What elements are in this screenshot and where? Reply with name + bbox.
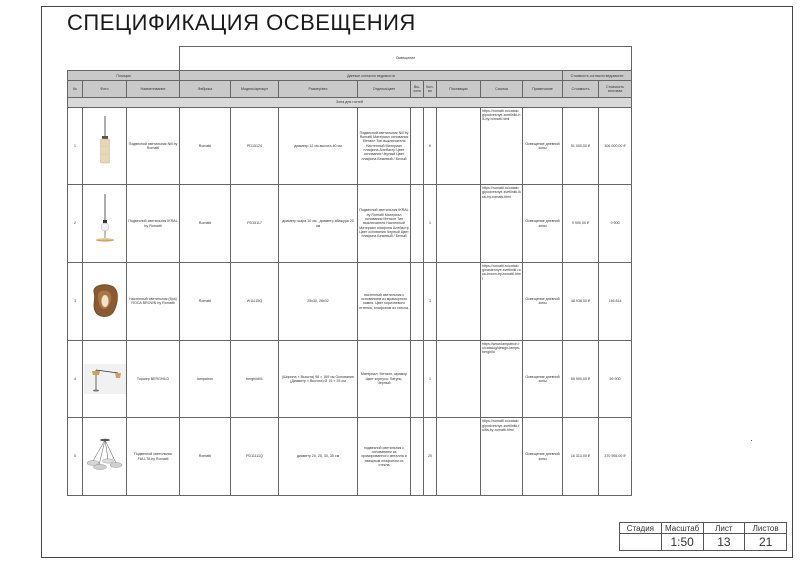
supplier: [437, 418, 481, 496]
stamp-label-sheet: Лист: [703, 523, 745, 534]
title-block: [619, 522, 787, 551]
stray-mark: [751, 440, 752, 441]
height: [411, 340, 424, 418]
supplier: [437, 107, 481, 185]
product-link[interactable]: https://www.lampatron.ru/catalog/design-lamps-berghild: [481, 340, 523, 418]
note: Освещение дневной зоны: [523, 262, 563, 340]
column-header: Ссылка: [481, 81, 523, 98]
note: Освещение дневной зоны: [523, 418, 563, 496]
stamp-label-sheets: Листов: [745, 523, 787, 534]
product-name: Подвесной светильник Nill by Romatti: [127, 107, 180, 185]
total: 146 814: [599, 262, 632, 340]
finish: Материал: Металл, мрамор Цвет корпуса: Латунь, Черный: [358, 340, 411, 418]
height: [411, 107, 424, 185]
finish: настенный светильник с основанием из мраморного камня. Цвет коричневого оттенка, плафоном из стекла.: [358, 262, 411, 340]
supplier: [437, 340, 481, 418]
quantity: 20: [424, 418, 437, 496]
product-name: Настенный светильник (бра) ROCA BROWN by Romatti: [127, 262, 180, 340]
total: 9 900: [599, 185, 632, 263]
product-photo: [83, 185, 127, 263]
product-link[interactable]: https://romatti.ru/catalog/podvesnye-svetilniki-ikral-by-romatti.html: [481, 185, 523, 263]
size: (Ширина × Высота) 98 × 169 см Основание (Диаметр × Высота) Ø 15 × 25 см: [279, 340, 358, 418]
model: PD15124: [231, 107, 279, 185]
header-group-agreed: Данные согласно ведомости: [180, 71, 563, 81]
product-photo: [83, 418, 127, 496]
product-link[interactable]: https://romatti.ru/catalog/nastennye-svetilniki-roca-brown-by-romatti.html: [481, 262, 523, 340]
product-photo: [83, 262, 127, 340]
factory: Romatti: [180, 418, 231, 496]
price: 59 900,00 ₽: [563, 340, 599, 418]
column-header: Фабрика: [180, 81, 231, 98]
finish: подвесной светильник с основанием из хромированного металла и изящным плафоном из стекла: [358, 418, 411, 496]
size: 25x30, 28x32: [279, 262, 358, 340]
table-row: [68, 107, 632, 185]
size: диаметр шара 10 см , диаметр абажура 20 см: [279, 185, 358, 263]
table-row: [68, 418, 632, 496]
stamp-label-stage: Стадия: [620, 523, 662, 534]
product-name: Подвесной светильник FULLTA by Romatti: [127, 418, 180, 496]
price: 16 313,00 ₽: [563, 418, 599, 496]
table-row: [68, 340, 632, 418]
factory: Romatti: [180, 262, 231, 340]
factory: Romatti: [180, 185, 231, 263]
pendant-disc-lamp-icon: [90, 194, 120, 254]
quantity: 1: [424, 185, 437, 263]
row-number: 3: [68, 262, 83, 340]
column-header: Стоимость итоговая: [599, 81, 632, 98]
product-photo: [83, 340, 127, 418]
note: Освещение дневной зоны: [523, 185, 563, 263]
model: W11115Q: [231, 262, 279, 340]
product-name: Торшер BERGHILD: [127, 340, 180, 418]
model: PD11111Q: [231, 418, 279, 496]
height: [411, 418, 424, 496]
pendant-lamp-icon: [90, 116, 120, 176]
column-header-row: [68, 81, 632, 98]
row-number: 2: [68, 185, 83, 263]
model: berghild01: [231, 340, 279, 418]
column-header: Отделка/цвет: [358, 81, 411, 98]
specification-table: [67, 46, 632, 496]
table-row: [68, 185, 632, 263]
column-header: Модель/артикул: [231, 81, 279, 98]
factory: Romatti: [180, 107, 231, 185]
stamp-value-sheet: 13: [703, 534, 745, 551]
finish: Подвесной светильник Nill by Romatti Материал основания Металл Тип выключателя Настенный Материал плафона Алебастр Цвет основания Черный Цвет плафона Бежевый / Белый: [358, 107, 411, 185]
product-photo: [83, 107, 127, 185]
column-header: Примечание: [523, 81, 563, 98]
column-header: Поставщик: [437, 81, 481, 98]
size: диаметр 20, 25, 30, 35 см: [279, 418, 358, 496]
supplier: [437, 185, 481, 263]
multi-pendant-lamp-icon: [84, 437, 126, 477]
row-number: 4: [68, 340, 83, 418]
size: диаметр 12 см высота 40 см: [279, 107, 358, 185]
column-header: Вы-сота: [411, 81, 424, 98]
page-title: СПЕЦИФИКАЦИЯ ОСВЕЩЕНИЯ: [67, 10, 416, 35]
column-header: Наименование: [127, 81, 180, 98]
note: Освещение дневной зоны: [523, 107, 563, 185]
product-name: Подвесной светильник IKRAL by Romatti: [127, 185, 180, 263]
row-number: 1: [68, 107, 83, 185]
product-link[interactable]: https://romatti.ru/catalog/podvesnye-svetilniki-nill-by-romatti.html: [481, 107, 523, 185]
price: 48 938,00 ₽: [563, 262, 599, 340]
header-main: Освещение: [180, 47, 632, 71]
row-number: 5: [68, 418, 83, 496]
note: Освещение дневной зоны: [523, 340, 563, 418]
height: [411, 262, 424, 340]
column-header: Стоимость: [563, 81, 599, 98]
zone-label: Зона для гостей: [68, 98, 632, 107]
price: 9 900,00 ₽: [563, 185, 599, 263]
header-group-cost: Стоимость согласно ведомости: [563, 71, 632, 81]
stamp-label-scale: Масштаб: [661, 523, 703, 534]
price: 51 000,00 ₽: [563, 107, 599, 185]
finish: Подвесной светильник IKRAL by Romatti Материал основания Металл Тип выключателя Настенный Материал плафона Алебастр Цвет основания Черный Цвет плафона Бежевый / Белый: [358, 185, 411, 263]
floor-lamp-icon: [84, 364, 126, 394]
quantity: 3: [424, 262, 437, 340]
quantity: 6: [424, 107, 437, 185]
stamp-value-scale: 1:50: [661, 534, 703, 551]
wall-lamp-icon: [88, 281, 122, 321]
total: 370 955,00 ₽: [599, 418, 632, 496]
model: PD15117: [231, 185, 279, 263]
stamp-value-stage: [620, 534, 662, 551]
supplier: [437, 262, 481, 340]
header-group-position: Позиция: [68, 71, 180, 81]
column-header: Кол-во: [424, 81, 437, 98]
stamp-value-sheets: 21: [745, 534, 787, 551]
height: [411, 185, 424, 263]
total: 59 900: [599, 340, 632, 418]
product-link[interactable]: https://romatti.ru/catalog/podvesnye-svetilniki-fullta-by-romatti.html: [481, 418, 523, 496]
column-header: №: [68, 81, 83, 98]
factory: lampatron: [180, 340, 231, 418]
quantity: 1: [424, 340, 437, 418]
column-header: Фото: [83, 81, 127, 98]
total: 306 000,00 ₽: [599, 107, 632, 185]
column-header: Размер/вес: [279, 81, 358, 98]
table-row: [68, 262, 632, 340]
